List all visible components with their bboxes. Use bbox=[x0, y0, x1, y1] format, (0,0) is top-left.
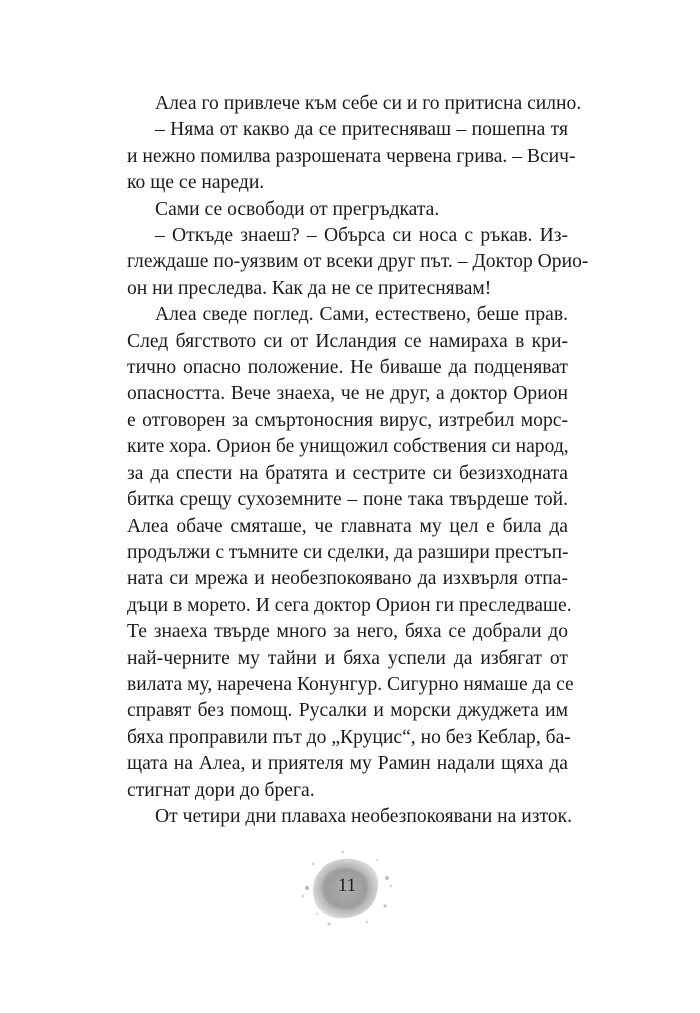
text-line: Те знаеха твърде много за него, бяха се добрали до bbox=[127, 621, 568, 643]
text-line: дъци в морето. И сега доктор Орион ги преследваше. bbox=[127, 594, 572, 616]
text-line: опасността. Вече знаеха, че не друг, а доктор Орион bbox=[127, 383, 568, 405]
text-line: битка срещу сухоземните – поне така твърдеше той. bbox=[127, 489, 568, 511]
page-body-text bbox=[99, 91, 589, 830]
text-line: и нежно помилва разрошената червена грива. – Всич- bbox=[127, 145, 576, 167]
text-line: ко ще се нареди. bbox=[127, 172, 265, 194]
text-line: глеждаше по-уязвим от всеки друг път. – Доктор Орио- bbox=[127, 251, 589, 273]
text-line: Сами се освободи от прегръдката. bbox=[155, 198, 440, 220]
text-line: Алеа сведе поглед. Сами, естествено, беше прав. bbox=[155, 304, 568, 326]
paragraph-5 bbox=[99, 302, 574, 804]
page-number-ornament bbox=[293, 848, 401, 928]
text-line: е отговорен за смъртоносния вирус, изтребил морс- bbox=[127, 409, 568, 431]
text-line: за да спести на братята и сестрите си безизходната bbox=[127, 462, 568, 484]
text-line: бяха проправили път до „Круцис“, но без Кеблар, ба- bbox=[127, 726, 571, 748]
text-line: щата на Алеа, и приятеля му Рамин надали щяха да bbox=[127, 753, 568, 775]
text-line: ките хора. Орион бе унищожил собствения си народ, bbox=[127, 436, 569, 458]
text-line: он ни преследва. Как да не се притеснявам! bbox=[127, 277, 492, 299]
text-line: продължи с тъмните си сделки, да разшири престъп- bbox=[127, 541, 569, 563]
text-line: Алеа го привлече към себе си и го притисна силно. bbox=[155, 93, 582, 114]
paragraph-6 bbox=[99, 804, 573, 830]
text-line: стигнат дори до брега. bbox=[127, 779, 315, 801]
paragraph-4 bbox=[99, 223, 589, 302]
text-line: ната си мрежа и необезпокоявано да изхвърля отпа- bbox=[127, 568, 568, 590]
text-line: От четири дни плаваха необезпокоявани на изток. bbox=[155, 805, 573, 827]
text-line: – Откъде знаеш? – Обърса си носа с ръкав. Из- bbox=[155, 225, 568, 247]
page-number: 11 bbox=[337, 875, 357, 896]
text-line: тично опасно положение. Не биваше да подценяват bbox=[127, 357, 568, 379]
text-line: вилата му, наречена Конунгур. Сигурно нямаше да се bbox=[127, 673, 574, 695]
text-line: – Няма от какво да се притесняваш – пошепна тя bbox=[155, 119, 568, 141]
text-line: След бягството си от Исландия се намираха в кри- bbox=[127, 330, 568, 352]
text-line: най-черните му тайни и бяха успели да избягат от bbox=[127, 647, 568, 669]
text-line: Алеа обаче смяташе, че главната му цел е била да bbox=[127, 515, 568, 537]
paragraph-2 bbox=[99, 117, 576, 196]
text-line: справят без помощ. Русалки и морски джуджета им bbox=[127, 700, 568, 722]
paragraph-1 bbox=[99, 91, 582, 117]
paragraph-3 bbox=[99, 197, 568, 223]
